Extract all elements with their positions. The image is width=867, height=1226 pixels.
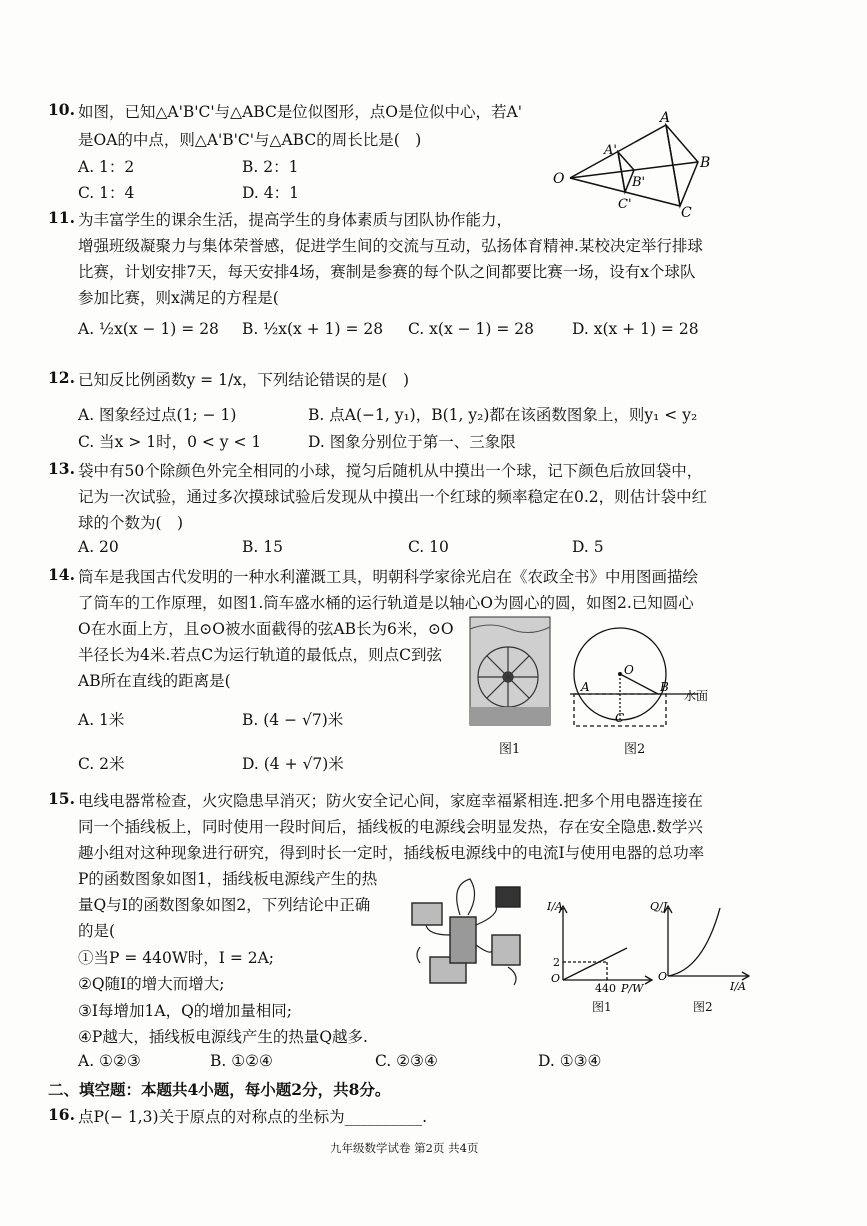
q14-line1: 筒车是我国古代发明的一种水利灌溉工具，明朝科学家徐光启在《农政全书》中用图画描绘 xyxy=(78,568,699,586)
q15-graph-1 xyxy=(545,898,655,995)
label-c: C xyxy=(615,711,625,725)
q15-statement-2: ②Q随I的增大而增大; xyxy=(78,975,225,993)
q10-option-a: A. 1：2 xyxy=(78,158,135,176)
label-o: O xyxy=(553,171,565,187)
q15-option-b: B. ①②④ xyxy=(210,1052,273,1070)
q11-line2: 增强班级凝聚力与集体荣誉感，促进学生间的交流与互动，弘扬体育精神.某校决定举行排球 xyxy=(78,237,703,255)
q14-circle-figure xyxy=(568,624,718,728)
question-number: 16. xyxy=(48,1105,75,1124)
question-number: 15. xyxy=(48,789,75,808)
q11-option-c: C. x(x − 1) = 28 xyxy=(408,320,535,338)
q15-graph2-caption: 图2 xyxy=(693,1000,713,1014)
q13-option-c: C. 10 xyxy=(408,538,449,556)
q12-option-c: C. 当x > 1时，0 < y < 1 xyxy=(78,433,262,451)
q14-option-c: C. 2米 xyxy=(78,755,125,773)
q15-option-d: D. ①③④ xyxy=(538,1052,602,1070)
q15-statement-4: ④P越大，插线板电源线产生的热量Q越多. xyxy=(78,1028,368,1046)
question-number: 11. xyxy=(48,208,75,227)
question-number: 14. xyxy=(48,565,75,584)
graph2-ylabel: Q/J xyxy=(650,900,668,913)
q14-fig1-caption: 图1 xyxy=(499,742,521,757)
q11-option-d: D. x(x + 1) = 28 xyxy=(572,320,699,338)
q11-line1: 为丰富学生的课余生活，提高学生的身体素质与团队协作能力， xyxy=(78,211,513,229)
q12-option-d: D. 图象分别位于第一、三象限 xyxy=(308,433,516,451)
q15-line2: 同一个插线板上，同时使用一段时间后，插线板的电源线会明显发热，存在安全隐患.数学兴 xyxy=(78,818,703,836)
q14-line4: 半径长为4米.若点C为运行轨道的最低点，则点C到弦 xyxy=(78,646,443,664)
q16-stem-text: 点P(− 1,3)关于原点的对称点的坐标为 xyxy=(78,1108,345,1126)
q16 xyxy=(48,1105,75,1124)
q13-option-b: B. 15 xyxy=(242,538,283,556)
q15-option-c: C. ②③④ xyxy=(375,1052,438,1070)
graph1-x-tick: 440 xyxy=(595,982,616,995)
q13 xyxy=(48,459,75,478)
q11 xyxy=(48,208,75,227)
q11-line3: 比赛，计划安排7天，每天安排4场，赛制是参赛的每个队之间都要比赛一场，设有x个球队 xyxy=(78,263,696,281)
q15-graph1-caption: 图1 xyxy=(592,1000,612,1014)
q14-line5: AB所在直线的距离是( xyxy=(78,672,231,690)
graph1-origin: O xyxy=(551,972,561,985)
q10-stem-line1: 如图，已知△A'B'C'与△ABC是位似图形，点O是位似中心，若A' xyxy=(78,103,522,121)
page-footer: 九年级数学试卷 第2页 共4页 xyxy=(330,1141,479,1155)
q11-line4: 参加比赛，则x满足的方程是( xyxy=(78,289,279,307)
q14-option-d: D. (4 + √7)米 xyxy=(242,755,344,773)
q11-option-b: B. ½x(x + 1) = 28 xyxy=(242,320,384,338)
graph1-ylabel: I/A xyxy=(547,900,563,913)
question-number: 10. xyxy=(48,100,75,119)
q15-statement-3: ③I每增加1A，Q的增加量相同; xyxy=(78,1002,293,1020)
q15-option-a: A. ①②③ xyxy=(78,1052,141,1070)
graph1-xlabel: P/W xyxy=(621,982,644,995)
q12-stem: 已知反比例函数y = 1/x，下列结论错误的是( ) xyxy=(78,371,410,389)
label-b: B xyxy=(660,680,669,694)
graph2-xlabel: I/A xyxy=(730,980,746,993)
q16-answer-blank[interactable]: __________. xyxy=(344,1108,428,1126)
q10-option-c: C. 1：4 xyxy=(78,184,135,202)
label-b-prime: B' xyxy=(632,175,646,190)
q13-option-d: D. 5 xyxy=(572,538,604,556)
q13-line2: 记为一次试验，通过多次摸球试验后发现从中摸出一个红球的频率稳定在0.2，则估计袋中红 xyxy=(78,488,708,506)
q14-line2: 了筒车的工作原理，如图1.筒车盛水桶的运行轨道是以轴心O为圆心的圆，如图2.已知圆心 xyxy=(78,594,694,612)
q10-option-b: B. 2：1 xyxy=(242,158,299,176)
q14 xyxy=(48,565,75,584)
q11-option-a: A. ½x(x − 1) = 28 xyxy=(78,320,219,338)
label-b: B xyxy=(700,155,711,171)
q12-option-a: A. 图象经过点(1; − 1) xyxy=(78,406,237,424)
section-2-title: 二、填空题：本题共4小题，每小题2分，共8分。 xyxy=(48,1080,391,1099)
q15-line3: 趣小组对这种现象进行研究，得到时长一定时，插线板电源线中的电流I与使用电器的总功率 xyxy=(78,844,705,862)
q13-option-a: A. 20 xyxy=(78,538,119,556)
question-number: 12. xyxy=(48,368,75,387)
q14-option-a: A. 1米 xyxy=(78,711,125,729)
label-a: A xyxy=(581,680,590,694)
q15-statement-1: ①当P = 440W时，I = 2A; xyxy=(78,949,275,967)
q16-stem xyxy=(78,1105,427,1127)
q15-line1: 电线电器常检查，火灾隐患早消灭；防火安全记心间，家庭幸福紧相连.把多个用电器连接在 xyxy=(78,792,703,810)
q13-line1: 袋中有50个除颜色外完全相同的小球，搅匀后随机从中摸出一个球，记下颜色后放回袋中， xyxy=(78,462,703,480)
label-o: O xyxy=(624,663,634,677)
q12-option-b: B. 点A(−1, y₁)，B(1, y₂)都在该函数图象上，则y₁ < y₂ xyxy=(308,406,698,424)
q15-graph-2 xyxy=(648,898,753,993)
graph1-y-tick: 2 xyxy=(553,956,560,969)
q14-option-b: B. (4 − √7)米 xyxy=(242,711,344,729)
q15-line5: 量Q与I的函数图象如图2，下列结论中正确 xyxy=(78,896,371,914)
q15-line6: 的是( xyxy=(78,922,116,940)
q14-waterwheel-photo xyxy=(470,617,550,725)
q15-appliances-illustration xyxy=(410,875,530,990)
label-c-prime: C' xyxy=(618,197,632,212)
q13-line3: 球的个数为( ) xyxy=(78,514,184,532)
label-a: A xyxy=(660,110,671,126)
label-water: 水面 xyxy=(684,689,709,703)
q10-option-d: D. 4：1 xyxy=(242,184,299,202)
q15 xyxy=(48,789,75,808)
q15-line4: P的函数图象如图1，插线板电源线产生的热 xyxy=(78,870,378,888)
q10 xyxy=(48,100,75,119)
q14-fig2-caption: 图2 xyxy=(624,742,646,757)
q12 xyxy=(48,368,75,387)
label-c: C xyxy=(681,205,692,221)
graph2-origin: O xyxy=(658,970,668,983)
question-number: 13. xyxy=(48,459,75,478)
q14-line3: O在水面上方，且⊙O被水面截得的弦AB长为6米，⊙O xyxy=(78,620,454,638)
label-a-prime: A' xyxy=(604,143,617,158)
q10-similarity-figure xyxy=(548,110,723,220)
q10-stem-line2: 是OA的中点，则△A'B'C'与△ABC的周长比是( ) xyxy=(78,131,422,149)
